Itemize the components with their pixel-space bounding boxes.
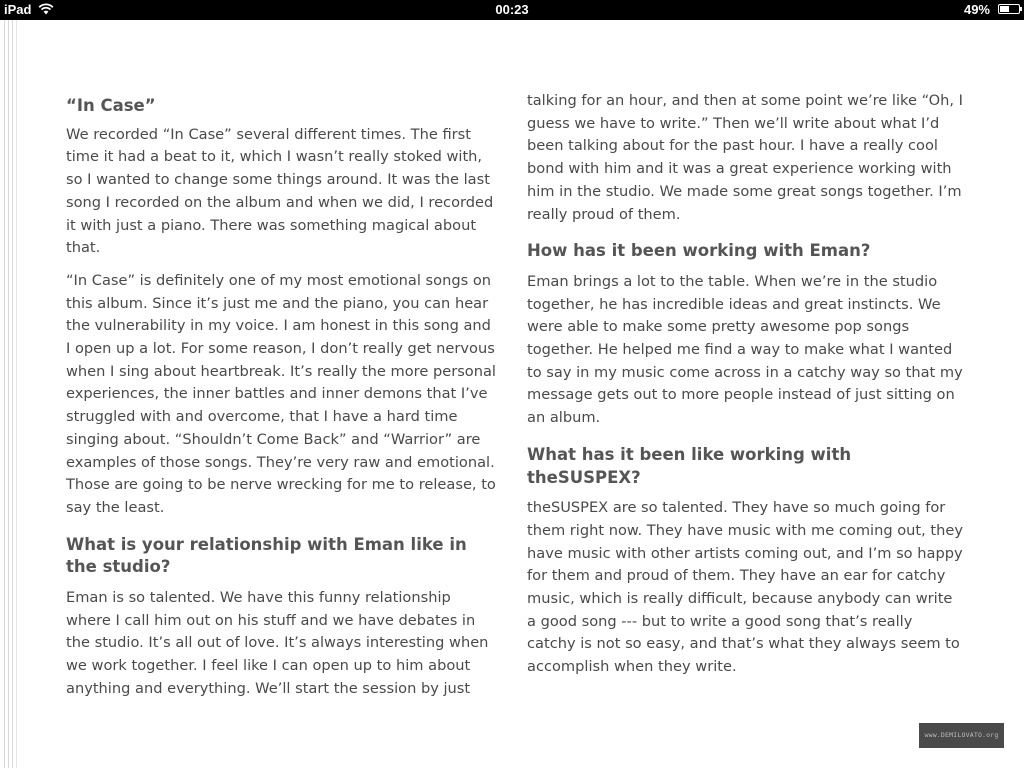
battery-fill (1000, 6, 1009, 12)
paragraph: We recorded “In Case” several different times. The first time it had a beat to it, which I wasn’t really stoked with, so I wanted to change some things around. It was the last song I recorded on the album and when we did, I recorded it with just a piano. There was something magical about that. (66, 125, 494, 257)
book-page[interactable] (0, 20, 1024, 768)
section-heading-relationship: What is your relationship with Eman like in the studio? (66, 534, 467, 577)
section-heading-working-eman: How has it been working with Eman? (527, 241, 871, 261)
watermark-logo: www.DEMILOVATO.org (919, 723, 1004, 748)
device-name: iPad (4, 2, 32, 17)
battery-icon (998, 4, 1020, 14)
paragraph: “In Case” is definitely one of my most emotional songs on this album. Since it’s just me and the piano, you can hear the vulnerability in my voice. I am honest in this song and I open up a lot. For some reason, I don’t really get nervous when I sing about heartbreak. It’s really the more personal experiences, the inner battles and inner demons that I’ve struggled with and overcome, that I have a hard time singing about. “Shouldn’t Come Back” and “Warrior” are examples of those songs. They’re very raw and emotional. Those are going to be nerve wrecking for me to release, to say the least. (66, 271, 496, 516)
paragraph: talking for an hour, and then at some point we’re like “Oh, I guess we have to write.” Then we’ll write about what I’d been talking about for the past hour. I have a really cool bond with him and it was a great experience working with him in the studio. We made some great songs together. I’m really proud of them. (527, 92, 963, 223)
article-left-column (66, 92, 498, 711)
battery-percent: 49% (963, 2, 990, 17)
paragraph: theSUSPEX are so talented. They have so much going for them right now. They have music with me coming out, they have music with other artists coming out, and I’m so happy for them and proud of them. They have an ear for catchy music, which is really difficult, because anybody can write a good song --- but to write a good song that’s really catchy is not so easy, and that’s what they always seem to accomplish when they write. (527, 499, 964, 676)
article-right-column (527, 92, 963, 689)
status-bar (0, 0, 1024, 20)
paragraph: Eman is so talented. We have this funny relationship where I call him out on his stuff and we have debates in the studio. It’s all out of love. It’s always interesting when we work together. I feel like I can open up to him about anything and everything. We’ll start the session by just (66, 589, 489, 697)
section-heading-suspex: What has it been like working with theSUSPEX? (527, 444, 852, 487)
paragraph: Eman brings a lot to the table. When we’re in the studio together, he has incredible ideas and great instincts. We were able to make some pretty awesome pop songs together. He helped me find a way to make what I wanted to say in my music come across in a catchy way so that my message gets out to more people instead of just sitting on an album. (527, 272, 963, 427)
status-clock: 00:23 (495, 2, 529, 17)
page-edge-stack (0, 20, 28, 768)
section-heading-in-case: “In Case” (66, 96, 156, 115)
